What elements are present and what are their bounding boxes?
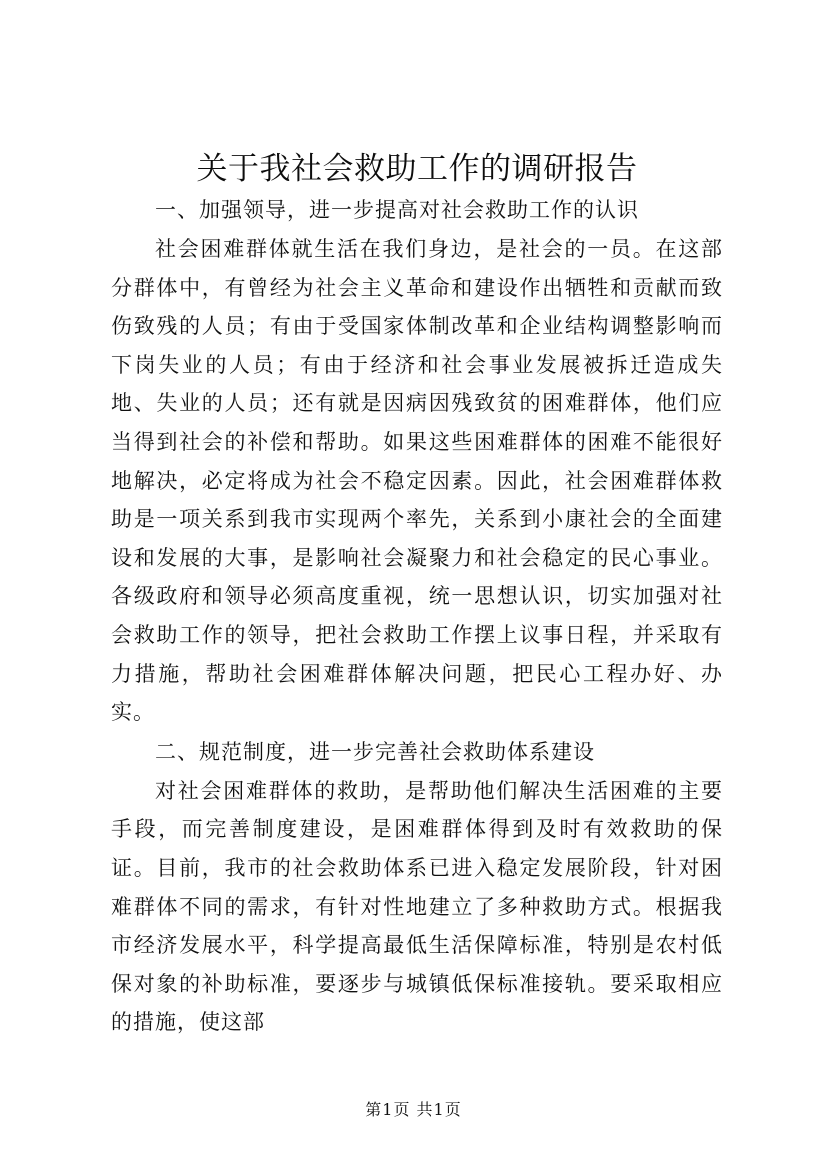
section-heading-1: 一、加强领导，进一步提高对社会救助工作的认识 (155, 198, 639, 222)
section-heading-2: 二、规范制度，进一步完善社会救助体系建设 (155, 739, 595, 764)
page-footer: 第1页 共1页 (365, 1100, 462, 1119)
document-body (111, 148, 723, 1042)
section-paragraph-1: 社会困难群体就生活在我们身边，是社会的一员。在这部分群体中，有曾经为社会主义革命和建设作出牺牲和贡献而致伤致残的人员；有由于受国家体制改革和企业结构调整影响而下岗失业的人员；有由于经济和社会事业发展被拆迁造成失地、失业的人员；还有就是因病因残致贫的困难群体，他们应当得到社会的补偿和帮助。如果这些困难群体的困难不能很好地解决，必定将成为社会不稳定因素。因此，社会困难群体救助是一项关系到我市实现两个率先，关系到小康社会的全面建设和发展的大事，是影响社会凝聚力和社会稳定的民心事业。各级政府和领导必须高度重视，统一思想认识，切实加强对社会救助工作的领导，把社会救助工作摆上议事日程，并采取有力措施，帮助社会困难群体解决问题，把民心工程办好、办实。 (111, 237, 723, 725)
document-title: 关于我社会救助工作的调研报告 (196, 151, 638, 187)
section-paragraph-2: 对社会困难群体的救助，是帮助他们解决生活困难的主要手段，而完善制度建设，是困难群体得到及时有效救助的保证。目前，我市的社会救助体系已进入稳定发展阶段，针对困难群体不同的需求，有针对性地建立了多种救助方式。根据我市经济发展水平，科学提高最低生活保障标准，特别是农村低保对象的补助标准，要逐步与城镇低保标准接轨。要采取相应的措施，使这部 (111, 778, 723, 1035)
